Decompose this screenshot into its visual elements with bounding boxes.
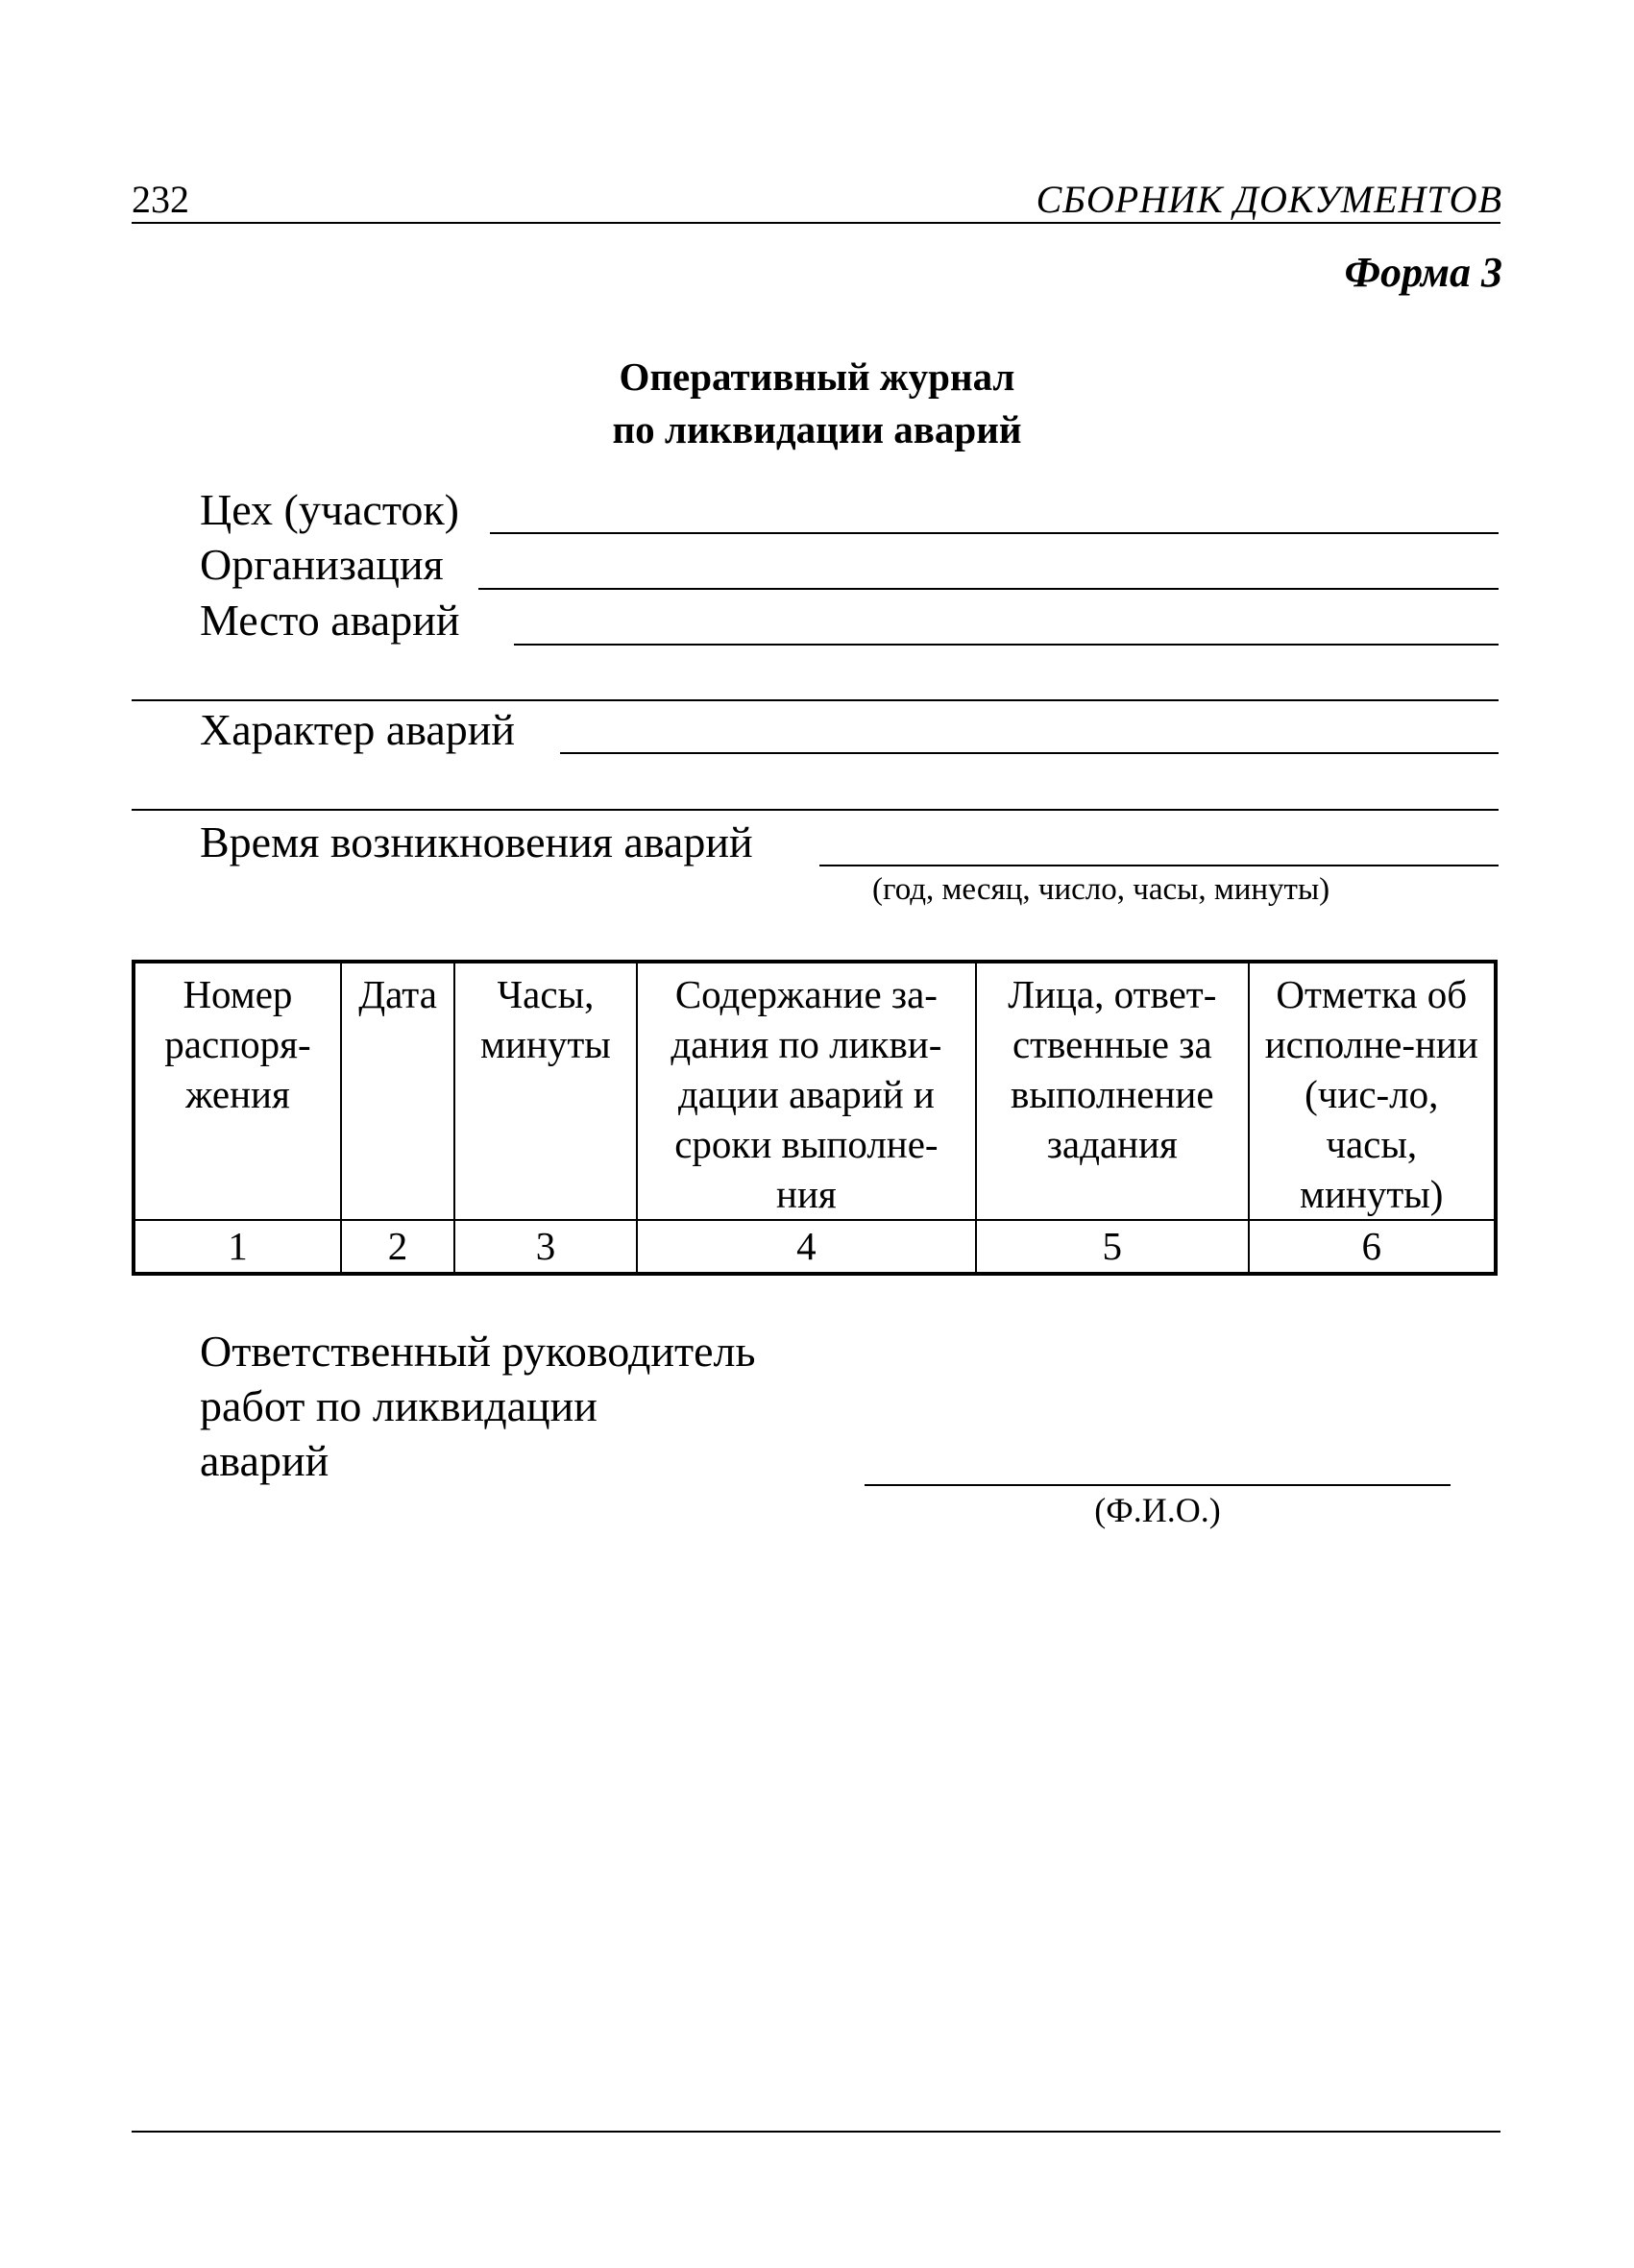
document-title-line-2: по ликвидации аварий (612, 407, 1022, 451)
accident-nature-label: Характер аварий (200, 705, 515, 754)
occurrence-time-hint: (год, месяц, число, часы, минуты) (872, 872, 1330, 907)
page-number: 232 (132, 178, 189, 221)
column-number: 5 (976, 1220, 1248, 1274)
running-title: СБОРНИК ДОКУМЕНТОВ (1036, 178, 1502, 221)
table-header-row (134, 962, 1496, 1220)
occurrence-time-label: Время возникновения аварий (200, 817, 753, 866)
signature-caption: (Ф.И.О.) (1094, 1491, 1221, 1529)
header-time (454, 962, 637, 1220)
header-execution-mark-text: Отметка об исполне-нии (чис-ло, часы, минуты) (1264, 972, 1478, 1216)
header-responsible-persons-text: Лица, ответ-ственные за выполнение задания (1008, 972, 1217, 1166)
header-responsible-persons (976, 962, 1248, 1220)
accident-place-label: Место аварий (200, 596, 460, 645)
header-order-number (134, 962, 341, 1220)
accident-nature-input-line-2[interactable] (132, 809, 1499, 811)
header-date: Дата (341, 962, 454, 1220)
accident-place-input-line-2[interactable] (132, 699, 1499, 701)
workshop-label: Цех (участок) (200, 485, 459, 534)
header-execution-mark (1249, 962, 1497, 1220)
organization-label: Организация (200, 540, 444, 589)
form-label: Форма 3 (1344, 249, 1502, 296)
header-task-content (637, 962, 976, 1220)
journal-table (132, 960, 1498, 1276)
responsible-manager-label: Ответственный руководитель работ по ликвидации аварий (200, 1327, 756, 1485)
accident-nature-input-line[interactable] (560, 752, 1499, 754)
column-number: 2 (341, 1220, 454, 1274)
column-number: 3 (454, 1220, 637, 1274)
workshop-input-line[interactable] (490, 532, 1499, 534)
header-rule (132, 222, 1500, 224)
column-number: 6 (1249, 1220, 1497, 1274)
column-number: 1 (134, 1220, 341, 1274)
occurrence-time-input-line[interactable] (819, 865, 1499, 866)
header-task-content-text: Содержание за-дания по ликви-дации аварий и сроки выполне-ния (671, 972, 942, 1216)
column-number: 4 (637, 1220, 976, 1274)
header-time-text: Часы, минуты (480, 972, 611, 1066)
header-order-number-text: Номер распоря-жения (164, 972, 311, 1116)
organization-input-line[interactable] (478, 588, 1499, 590)
document-title-line-1: Оперативный журнал (619, 354, 1015, 399)
accident-place-input-line[interactable] (514, 644, 1499, 646)
table-column-number-row (134, 1220, 1496, 1274)
signature-line[interactable] (865, 1484, 1451, 1486)
footer-rule (132, 2131, 1500, 2133)
